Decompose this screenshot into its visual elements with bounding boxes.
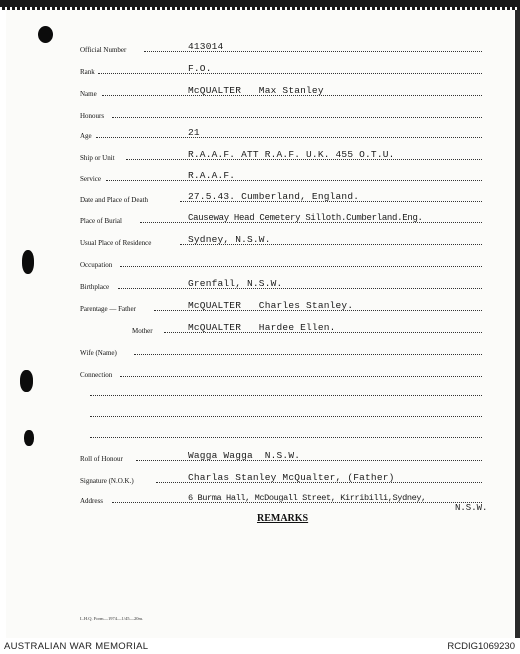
value-ship-or-unit: R.A.A.F. ATT R.A.F. U.K. 455 O.T.U. bbox=[188, 149, 395, 160]
value-address-line2: N.S.W. bbox=[455, 503, 488, 513]
label-roll-of-honour: Roll of Honour bbox=[80, 455, 123, 463]
scan-right-edge bbox=[515, 10, 520, 638]
value-official-number: 413014 bbox=[188, 41, 224, 52]
value-father: McQUALTER Charles Stanley. bbox=[188, 300, 354, 311]
row-mother bbox=[80, 321, 482, 335]
value-usual-residence: Sydney, N.S.W. bbox=[188, 234, 271, 245]
label-mother: Mother bbox=[132, 327, 153, 335]
row-rank bbox=[80, 62, 482, 76]
value-name: McQUALTER Max Stanley bbox=[188, 85, 324, 96]
row-address bbox=[80, 491, 482, 505]
row-service bbox=[80, 169, 482, 183]
value-address: 6 Burma Hall, McDougall Street, Kirribilli,Sydney, bbox=[188, 493, 426, 503]
value-date-place-death: 27.5.43. Cumberland, England. bbox=[188, 191, 360, 202]
value-birthplace: Grenfall, N.S.W. bbox=[188, 278, 283, 289]
label-service: Service bbox=[80, 175, 101, 183]
punch-hole-icon bbox=[20, 370, 33, 392]
label-wife: Wife (Name) bbox=[80, 349, 117, 357]
row-age bbox=[80, 126, 482, 140]
label-official-number: Official Number bbox=[80, 46, 127, 54]
archive-footer bbox=[0, 638, 520, 654]
label-name: Name bbox=[80, 90, 97, 98]
label-father: Parentage — Father bbox=[80, 305, 136, 313]
punch-hole-icon bbox=[22, 250, 34, 274]
label-connection: Connection bbox=[80, 371, 113, 379]
row-occupation bbox=[80, 255, 482, 269]
label-usual-residence: Usual Place of Residence bbox=[80, 239, 152, 247]
punch-hole-icon bbox=[24, 430, 34, 446]
row-place-of-burial bbox=[80, 211, 482, 225]
label-ship-or-unit: Ship or Unit bbox=[80, 154, 115, 162]
value-age: 21 bbox=[188, 127, 200, 138]
connection-extra-line bbox=[90, 395, 482, 396]
connection-extra-line bbox=[90, 437, 482, 438]
label-place-of-burial: Place of Burial bbox=[80, 217, 122, 225]
row-ship-or-unit bbox=[80, 148, 482, 162]
row-signature bbox=[80, 471, 482, 485]
row-wife bbox=[80, 343, 482, 357]
row-date-place-death bbox=[80, 190, 482, 204]
label-address: Address bbox=[80, 497, 103, 505]
row-name bbox=[80, 84, 482, 98]
value-place-of-burial: Causeway Head Cemetery Silloth.Cumberland.Eng. bbox=[188, 213, 423, 223]
value-rank: F.O. bbox=[188, 63, 212, 74]
form-code: L.H.Q. Form—1974—1/45—20m. bbox=[80, 616, 144, 621]
row-honours bbox=[80, 106, 482, 120]
footer-record-id: RCDIG1069230 bbox=[447, 641, 515, 652]
punch-hole-icon bbox=[38, 26, 53, 43]
value-roll-of-honour: Wagga Wagga N.S.W. bbox=[188, 450, 301, 461]
label-rank: Rank bbox=[80, 68, 95, 76]
label-age: Age bbox=[80, 132, 92, 140]
remarks-heading: REMARKS bbox=[257, 513, 309, 524]
label-signature: Signature (N.O.K.) bbox=[80, 477, 134, 485]
row-roll-of-honour bbox=[80, 449, 482, 463]
footer-institution: AUSTRALIAN WAR MEMORIAL bbox=[4, 641, 149, 652]
label-date-place-death: Date and Place of Death bbox=[80, 196, 149, 204]
connection-extra-line bbox=[90, 416, 482, 417]
label-birthplace: Birthplace bbox=[80, 283, 110, 291]
label-occupation: Occupation bbox=[80, 261, 113, 269]
row-connection bbox=[80, 365, 482, 379]
row-usual-residence bbox=[80, 233, 482, 247]
label-honours: Honours bbox=[80, 112, 105, 120]
value-signature: Charlas Stanley McQualter, (Father) bbox=[188, 472, 395, 483]
row-birthplace bbox=[80, 277, 482, 291]
value-mother: McQUALTER Hardee Ellen. bbox=[188, 322, 336, 333]
scan-top-edge bbox=[0, 0, 520, 10]
row-father bbox=[80, 299, 482, 313]
row-official-number bbox=[80, 40, 482, 54]
value-service: R.A.A.F. bbox=[188, 170, 236, 181]
